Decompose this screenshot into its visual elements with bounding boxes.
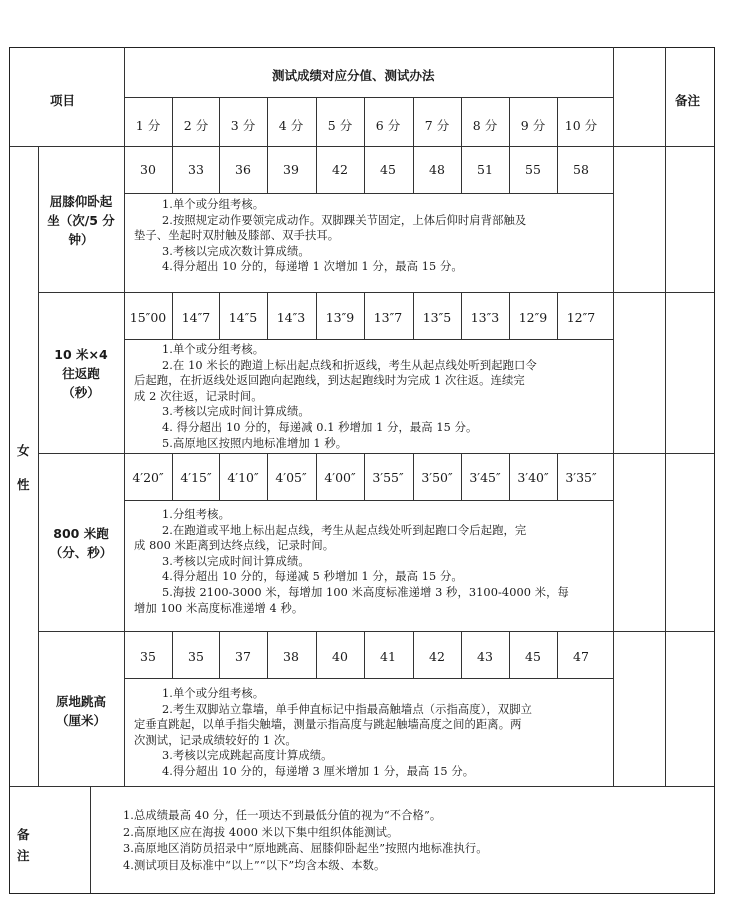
score-cell: 13″5 [422, 310, 452, 325]
score-cell: 14″5 [228, 310, 258, 325]
table-rule [613, 47, 614, 786]
table-rule [124, 500, 613, 501]
score-cell: 4′00″ [324, 470, 356, 485]
score-cell: 13″3 [470, 310, 500, 325]
score-cell: 42 [429, 649, 445, 664]
item-shuttle-method: 1.单个或分组考核。 2.在 10 米长的跑道上标出起点线和折返线，考生从起点线处听到起跑口令 后起跑，在折返线处返回跑向起跑线，到达起跑线时为完成 1 次往返。连续完 成 2 次往返，记录时间。 3.考核以完成时间计算成绩。 4. 得分超出 10 分的，每递减 0.1 秒增加 1 分，最高 15 分。 5.高原地区按照内地标准增加 1 秒。 [134, 343, 537, 450]
score-col-8: 8 分 [472, 118, 498, 133]
score-cell: 36 [235, 162, 251, 177]
score-cell: 35 [188, 649, 204, 664]
score-cell: 3′50″ [421, 470, 453, 485]
table-rule [38, 292, 714, 293]
score-cell: 14″3 [276, 310, 306, 325]
score-cell: 58 [573, 162, 589, 177]
item-jump-label: 原地跳高 （厘米） [55, 694, 106, 728]
item-shuttle-label: 10 米×4 往返跑 （秒） [54, 347, 108, 400]
score-cell: 45 [525, 649, 541, 664]
score-cell: 33 [188, 162, 204, 177]
notes-lines: 1.总成绩最高 40 分，任一项达不到最低分值的视为“不合格”。 2.高原地区应在海拔 4000 米以下集中组织体能测试。 3.高原地区消防员招录中“原地跳高、屈膝仰卧起坐”按照内地标准执行。 4.测试项目及标准中“以上”“以下”均含本级、本数。 [123, 809, 488, 872]
score-cell: 47 [573, 649, 589, 664]
score-cell: 38 [283, 649, 299, 664]
score-cell: 42 [332, 162, 348, 177]
score-cell: 3′35″ [565, 470, 597, 485]
header-project: 项目 [50, 93, 76, 108]
score-col-1: 1 分 [135, 118, 161, 133]
score-cell: 12″9 [518, 310, 548, 325]
item-800m-label: 800 米跑 （分、秒） [49, 526, 113, 560]
score-cell: 39 [283, 162, 299, 177]
gender-label-2: 性 [17, 477, 30, 492]
item-800m-method: 1.分组考核。 2.在跑道或平地上标出起点线，考生从起点线处听到起跑口令后起跑，完 成 800 米距离到达终点线，记录时间。 3.考核以完成时间计算成绩。 4.得分超出 10 分的，每递减 5 秒增加 1 分，最高 15 分。 5.海拔 2100-3000 米，每增加 100 米高度标准递增 3 秒，3100-4000 米，每 增加 100 米高度标准递增 4 秒。 [134, 508, 569, 615]
score-cell: 3′55″ [372, 470, 404, 485]
score-cell: 55 [525, 162, 541, 177]
table-rule [124, 339, 613, 340]
score-col-10: 10 分 [564, 118, 598, 133]
header-remark: 备注 [675, 93, 701, 108]
item-jump-method: 1.单个或分组考核。 2.考生双脚站立靠墙，单手伸直标记中指最高触墙点（示指高度），双脚立 定垂直跳起，以单手指尖触墙，测量示指高度与跳起触墙高度之间的距离。两 次测试，记录成绩较好的 1 次。 3.考核以完成跳起高度计算成绩。 4.得分超出 10 分的，每递增 3 厘米增加 1 分，最高 15 分。 [134, 687, 533, 778]
table-rule [38, 453, 714, 454]
notes-label-2: 注 [17, 848, 30, 863]
header-title: 测试成绩对应分值、测试办法 [272, 68, 435, 83]
score-col-9: 9 分 [520, 118, 546, 133]
score-cell: 4′10″ [227, 470, 259, 485]
score-cell: 30 [140, 162, 156, 177]
score-cell: 15″00 [129, 310, 167, 325]
score-cell: 48 [429, 162, 445, 177]
score-col-7: 7 分 [424, 118, 450, 133]
score-cell: 43 [477, 649, 493, 664]
table-rule [10, 146, 714, 147]
table-rule [10, 786, 714, 787]
score-cell: 35 [140, 649, 156, 664]
table-rule [665, 47, 666, 786]
table-rule [124, 193, 613, 194]
score-cell: 40 [332, 649, 348, 664]
score-cell: 45 [380, 162, 396, 177]
score-col-4: 4 分 [278, 118, 304, 133]
score-cell: 3′45″ [469, 470, 501, 485]
item-situp-method: 1.单个或分组考核。 2.按照规定动作要领完成动作。双脚踝关节固定，上体后仰时肩背部触及 垫子、坐起时双肘触及膝部、双手扶耳。 3.考核以完成次数计算成绩。 4.得分超出 10 分的，每递增 1 次增加 1 分，最高 15 分。 [134, 198, 527, 274]
table-rule [124, 47, 125, 786]
table-rule [124, 97, 613, 98]
gender-label-1: 女 [17, 443, 30, 458]
table-rule [38, 631, 714, 632]
score-cell: 37 [235, 649, 251, 664]
item-situp-label: 屈膝仰卧起 坐（次/5 分 钟） [47, 194, 115, 247]
score-cell: 41 [380, 649, 396, 664]
score-cell: 4′15″ [180, 470, 212, 485]
score-col-3: 3 分 [230, 118, 256, 133]
table-rule [90, 786, 91, 893]
score-col-2: 2 分 [183, 118, 209, 133]
score-cell: 12″7 [566, 310, 596, 325]
score-col-6: 6 分 [375, 118, 401, 133]
score-cell: 4′05″ [275, 470, 307, 485]
table-rule [124, 678, 613, 679]
score-cell: 4′20″ [132, 470, 164, 485]
score-cell: 13″9 [325, 310, 355, 325]
score-cell: 13″7 [373, 310, 403, 325]
notes-label-1: 备 [17, 827, 30, 842]
score-cell: 14″7 [181, 310, 211, 325]
score-cell: 51 [477, 162, 493, 177]
score-col-5: 5 分 [327, 118, 353, 133]
score-cell: 3′40″ [517, 470, 549, 485]
